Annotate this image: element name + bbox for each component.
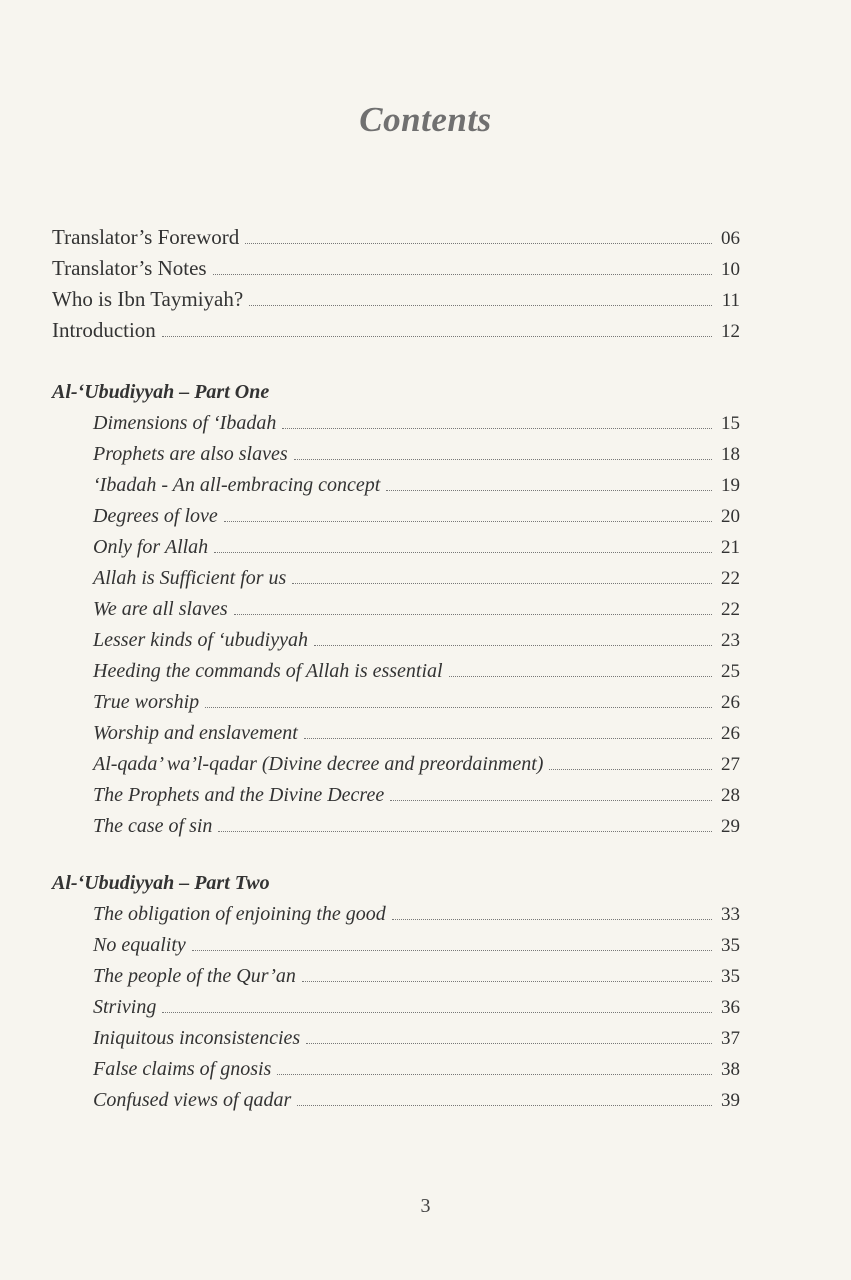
toc-subentry-page: 15 [721,413,740,434]
toc-subentry[interactable] [52,1054,740,1085]
toc-subentry[interactable] [52,501,740,532]
toc-entry-label: Introduction [52,318,156,342]
dot-leader [205,707,712,708]
dot-leader [449,676,712,677]
page-title: Contents [359,100,492,139]
toc-subentry[interactable] [52,780,740,811]
toc-subentry[interactable] [52,930,740,961]
toc-subentry-page: 20 [721,506,740,527]
toc-subentry-label: True worship [93,691,200,713]
toc-entry-label: Translator’s Notes [52,256,207,280]
toc-entry[interactable] [52,222,740,253]
toc-subentry-page: 35 [721,966,740,987]
toc-subentry-page: 36 [721,997,740,1018]
toc-subentry[interactable] [52,563,740,594]
toc-subentry-label: Heeding the commands of Allah is essential [93,660,443,682]
dot-leader [214,552,712,553]
toc-subentry-page: 23 [721,630,740,651]
toc-entry-page: 11 [721,290,740,311]
toc-subentry[interactable] [52,1085,740,1116]
toc-subentry[interactable] [52,656,740,687]
toc-subentry[interactable] [52,899,740,930]
dot-leader [386,490,712,491]
toc-subentry-page: 26 [721,692,740,713]
dot-leader [294,459,712,460]
toc-subentry-label: Dimensions of ‘Ibadah [93,412,277,434]
toc-subentry-page: 22 [721,568,740,589]
toc-subentry-label: We are all slaves [93,598,228,620]
toc-subentry[interactable] [52,1023,740,1054]
toc-entry-page: 12 [721,321,740,342]
dot-leader [218,831,712,832]
toc-subentry[interactable] [52,470,740,501]
toc-subentry[interactable] [52,625,740,656]
dot-leader [549,769,712,770]
part-heading[interactable]: Al-‘Ubudiyyah – Part One [52,381,270,403]
toc-subentry-page: 35 [721,935,740,956]
toc-entry[interactable] [52,315,740,346]
toc-entry-page: 10 [721,259,740,280]
toc-subentry[interactable] [52,811,740,842]
dot-leader [306,1043,712,1044]
toc-subentry-label: Iniquitous inconsistencies [93,1027,301,1049]
toc-subentry-label: Only for Allah [93,536,209,558]
toc-subentry[interactable] [52,594,740,625]
toc-subentry-label: The Prophets and the Divine Decree [93,784,385,806]
toc-subentry-label: Prophets are also slaves [93,443,288,465]
toc-subentry-page: 26 [721,723,740,744]
section-spacer [52,346,740,377]
dot-leader [304,738,712,739]
part-heading[interactable]: Al-‘Ubudiyyah – Part Two [52,872,270,894]
toc-entry-label: Translator’s Foreword [52,225,240,249]
toc-subentry-page: 39 [721,1090,740,1111]
toc-subentry[interactable] [52,408,740,439]
dot-leader [302,981,712,982]
toc-entry-page: 06 [721,228,740,249]
dot-leader [282,428,712,429]
dot-leader [249,305,712,306]
dot-leader [277,1074,712,1075]
dot-leader [314,645,712,646]
toc-subentry-page: 33 [721,904,740,925]
toc-subentry[interactable] [52,961,740,992]
toc-subentry-label: Lesser kinds of ‘ubudiyyah [93,629,308,651]
toc-subentry-label: Degrees of love [93,505,218,527]
dot-leader [245,243,712,244]
toc-subentry-label: Allah is Sufficient for us [93,567,287,589]
dot-leader [234,614,712,615]
toc-subentry-label: The obligation of enjoining the good [93,903,386,925]
toc-subentry-page: 25 [721,661,740,682]
toc-subentry-label: The case of sin [93,815,213,837]
dot-leader [390,800,712,801]
dot-leader [297,1105,712,1106]
dot-leader [292,583,712,584]
toc-subentry-page: 38 [721,1059,740,1080]
toc-entry[interactable] [52,284,740,315]
toc-subentry[interactable] [52,992,740,1023]
toc-subentry-label: The people of the Qur’an [93,965,296,987]
toc-entry-label: Who is Ibn Taymiyah? [52,287,244,311]
toc-subentry[interactable] [52,532,740,563]
dot-leader [392,919,712,920]
page-number: 3 [420,1195,431,1217]
toc-subentry-label: Striving [93,996,157,1018]
toc-subentry-page: 29 [721,816,740,837]
dot-leader [213,274,712,275]
toc-subentry-label: Confused views of qadar [93,1089,292,1111]
toc-subentry[interactable] [52,687,740,718]
toc-subentry[interactable] [52,718,740,749]
toc-subentry-label: Al-qada’ wa’l-qadar (Divine decree and preordainment) [93,753,544,775]
table-of-contents [52,222,740,1116]
toc-subentry[interactable] [52,439,740,470]
toc-subentry-page: 28 [721,785,740,806]
toc-subentry-page: 18 [721,444,740,465]
toc-subentry-page: 37 [721,1028,740,1049]
dot-leader [162,1012,712,1013]
toc-subentry-page: 22 [721,599,740,620]
toc-entry[interactable] [52,253,740,284]
section-spacer [52,842,740,868]
toc-subentry-label: Worship and enslavement [93,722,298,744]
toc-subentry-page: 21 [721,537,740,558]
toc-subentry-page: 27 [721,754,740,775]
dot-leader [192,950,712,951]
toc-subentry-label: No equality [93,934,186,956]
toc-subentry-label: ‘Ibadah - An all-embracing concept [93,474,381,496]
dot-leader [224,521,712,522]
toc-subentry-label: False claims of gnosis [93,1058,272,1080]
toc-subentry[interactable] [52,749,740,780]
toc-subentry-page: 19 [721,475,740,496]
dot-leader [162,336,712,337]
